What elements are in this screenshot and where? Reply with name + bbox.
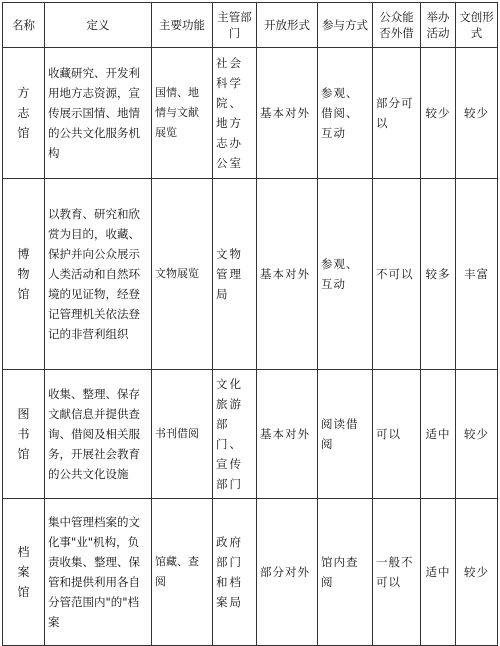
cultural-cell: 较少: [456, 48, 498, 179]
participation-cell: 参观、借阅、互动: [318, 48, 373, 179]
participation-cell: 馆内查阅: [318, 499, 373, 646]
table-row: [3, 499, 498, 646]
department-cell: 文化旅游部门、宣传部门: [213, 370, 257, 499]
main-function-cell: 馆藏、查阅: [152, 499, 213, 646]
comparison-table-sheet: [2, 2, 497, 640]
row-name-cell: [3, 48, 45, 179]
opening-cell: 基本对外: [257, 179, 318, 370]
cultural-cell: 丰富: [456, 179, 498, 370]
row-name-cell: [3, 370, 45, 499]
name-char: 馆: [17, 287, 30, 301]
participation-cell: 参观、互动: [318, 179, 373, 370]
header-department: 主管部门: [213, 3, 257, 48]
main-function-cell: 文物展览: [152, 179, 213, 370]
main-function-cell: 书刊借阅: [152, 370, 213, 499]
header-participation: 参与方式: [318, 3, 373, 48]
header-main-function: 主要功能: [152, 3, 213, 48]
cultural-cell: 较少: [456, 499, 498, 646]
participation-cell: 阅读借阅: [318, 370, 373, 499]
department-cell: 社会科学院、地方志办公室: [213, 48, 257, 179]
name-char: 馆: [17, 585, 30, 599]
comparison-table: [2, 2, 498, 646]
row-name-cell: [3, 179, 45, 370]
lending-cell: 可以: [373, 370, 421, 499]
main-function-cell: 国情、地情与文献展览: [152, 48, 213, 179]
activities-cell: 较少: [421, 48, 456, 179]
definition-cell: 收藏研究、开发利用地方志资源，宣传展示国情、地情的公共文化服务机构: [45, 48, 152, 179]
department-cell: 政府部门和档案局: [213, 499, 257, 646]
lending-cell: 一般不可以: [373, 499, 421, 646]
table-row: [3, 48, 498, 179]
name-char: 方: [17, 86, 30, 100]
opening-cell: 部分对外: [257, 499, 318, 646]
opening-cell: 基本对外: [257, 48, 318, 179]
activities-cell: 适中: [421, 499, 456, 646]
row-name-cell: [3, 499, 45, 646]
header-activities: 举办活动: [421, 3, 456, 48]
activities-cell: 较多: [421, 179, 456, 370]
table-row: [3, 179, 498, 370]
table-row: [3, 370, 498, 499]
definition-cell: 集中管理档案的文化事"业"机构，负责收集、整理、保管和提供利用各自分管范围内"的"档案: [45, 499, 152, 646]
lending-cell: 不可以: [373, 179, 421, 370]
cultural-cell: 较少: [456, 370, 498, 499]
name-char: 书: [17, 427, 30, 441]
header-definition: 定义: [45, 3, 152, 48]
name-char: 馆: [17, 447, 30, 461]
name-char: 物: [17, 267, 30, 281]
header-lending: 公众能否外借: [373, 3, 421, 48]
name-char: 档: [17, 545, 30, 559]
activities-cell: 适中: [421, 370, 456, 499]
header-name: 名称: [3, 3, 45, 48]
definition-cell: 以教育、研究和欣赏为目的，收藏、保护并向公众展示人类活动和自然环境的见证物，经登记管理机关依法登记的非营利组织: [45, 179, 152, 370]
name-char: 馆: [17, 126, 30, 140]
name-char: 案: [17, 565, 30, 579]
department-cell: 文物管理局: [213, 179, 257, 370]
lending-cell: 部分可以: [373, 48, 421, 179]
header-opening: 开放形式: [257, 3, 318, 48]
name-char: 图: [17, 407, 30, 421]
name-char: 博: [17, 247, 30, 261]
opening-cell: 基本对外: [257, 370, 318, 499]
definition-cell: 收集、整理、保存文献信息并提供查询、借阅及相关服务，开展社会教育的公共文化设施: [45, 370, 152, 499]
header-row: [3, 3, 498, 48]
name-char: 志: [17, 106, 30, 120]
header-cultural: 文创形式: [456, 3, 498, 48]
